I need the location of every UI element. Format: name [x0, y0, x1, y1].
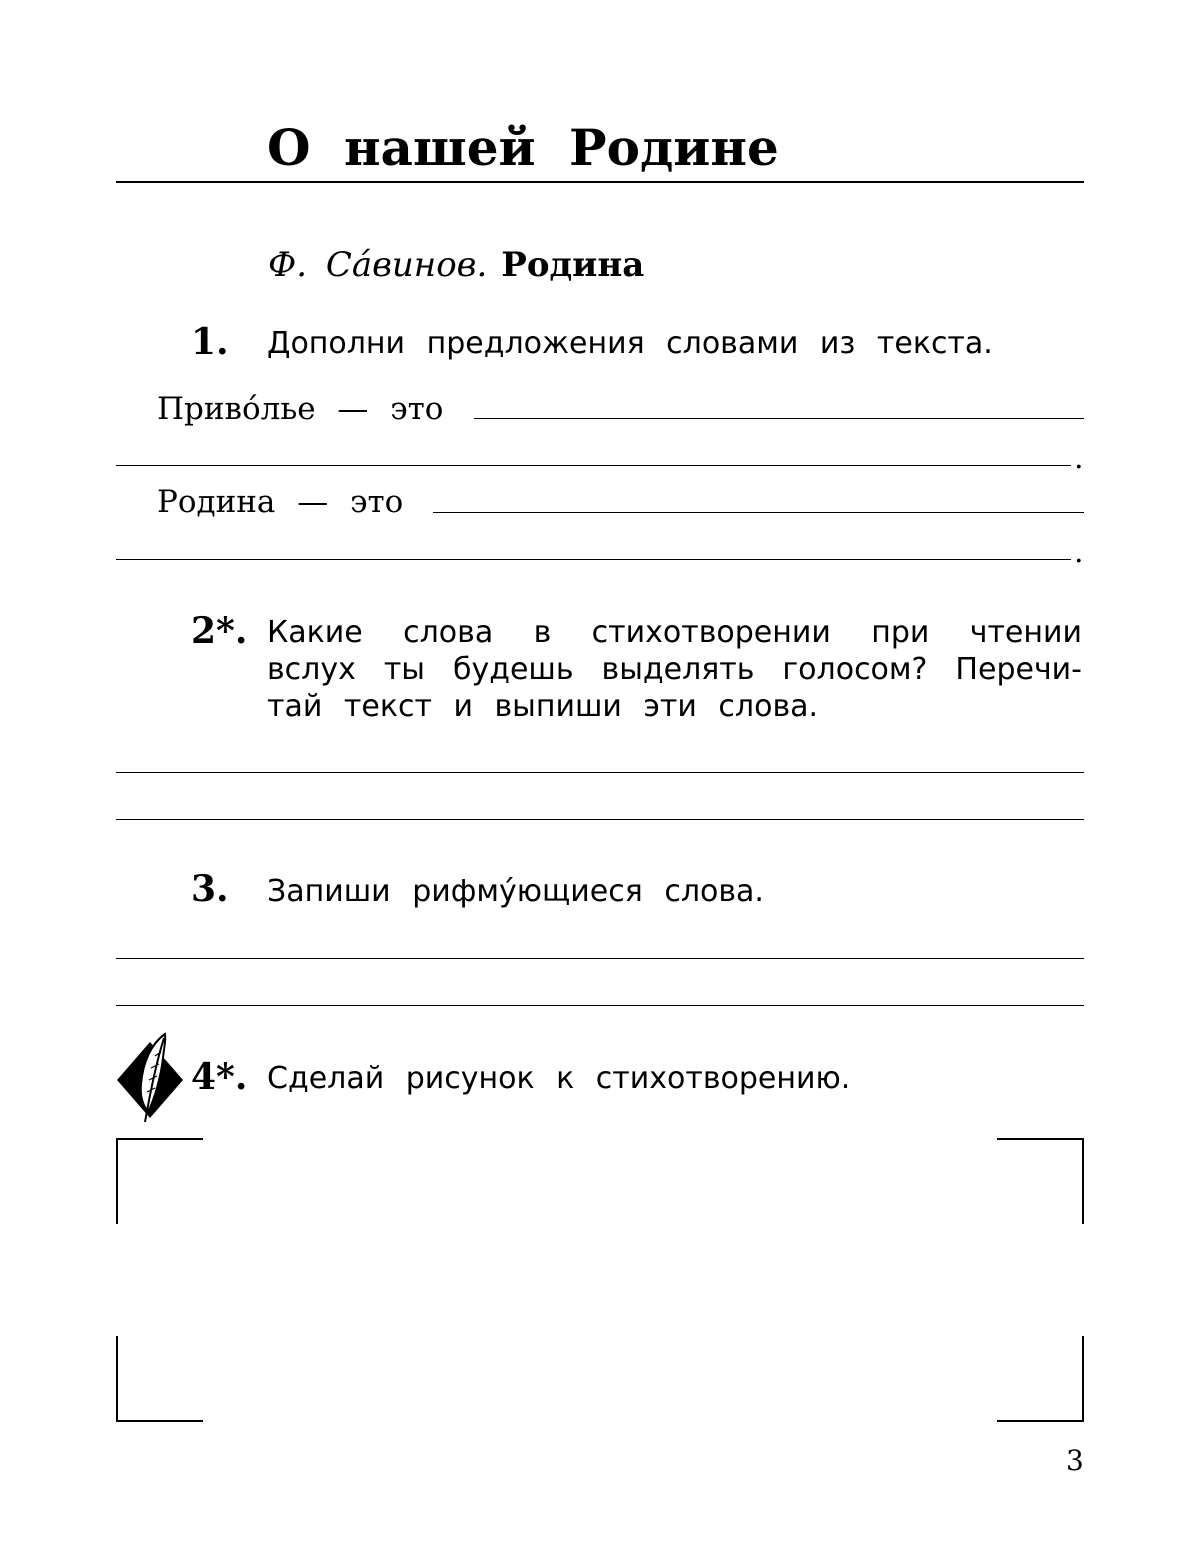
answer-line[interactable]	[433, 512, 1084, 513]
task3-number: 3.	[191, 868, 229, 910]
page-number: 3	[1066, 1444, 1084, 1477]
answer-line[interactable]	[116, 958, 1084, 959]
task2-line: Какие слова в стихотворении при чтении	[267, 615, 1082, 650]
frame-corner-top-right	[997, 1138, 1084, 1140]
frame-corner-top-left	[116, 1138, 118, 1224]
answer-line[interactable]	[116, 465, 1071, 466]
answer-line[interactable]	[116, 772, 1084, 773]
task2-text	[267, 614, 1082, 725]
task2-number: 2*.	[191, 610, 248, 652]
answer-line[interactable]	[474, 418, 1084, 419]
task1-line2-label: Родина — это	[157, 484, 404, 520]
task3-text: Запиши рифму́ющиеся слова.	[267, 874, 764, 909]
frame-corner-bottom-right	[1082, 1336, 1084, 1422]
task1-number: 1.	[191, 321, 229, 363]
task4-number: 4*.	[191, 1056, 248, 1098]
subtitle	[268, 243, 644, 287]
drawing-area[interactable]	[116, 1138, 1084, 1422]
frame-corner-top-left	[116, 1138, 203, 1140]
task4-text: Сделай рисунок к стихотворению.	[267, 1061, 851, 1096]
frame-corner-top-right	[1082, 1138, 1084, 1224]
title-underline	[116, 181, 1084, 183]
task2-line: вслух ты будешь выделять голосом? Перечи-	[267, 652, 1082, 687]
answer-line[interactable]	[116, 1005, 1084, 1006]
feather-diamond-icon	[115, 1032, 185, 1124]
answer-line[interactable]	[116, 819, 1084, 820]
answer-line[interactable]	[116, 559, 1071, 560]
task1-line1-label: Приво́лье — это	[157, 391, 444, 427]
frame-corner-bottom-left	[116, 1420, 203, 1422]
task2-line: тай текст и выпиши эти слова.	[267, 689, 819, 724]
line-end-period: .	[1074, 535, 1084, 570]
author-name: Ф. Са́винов.	[268, 245, 488, 285]
frame-corner-bottom-right	[997, 1420, 1084, 1422]
line-end-period: .	[1074, 441, 1084, 476]
task1-text: Дополни предложения словами из текста.	[267, 326, 993, 361]
page-title: О нашей Родине	[267, 118, 779, 177]
frame-corner-bottom-left	[116, 1336, 118, 1422]
work-title: Родина	[501, 245, 645, 285]
